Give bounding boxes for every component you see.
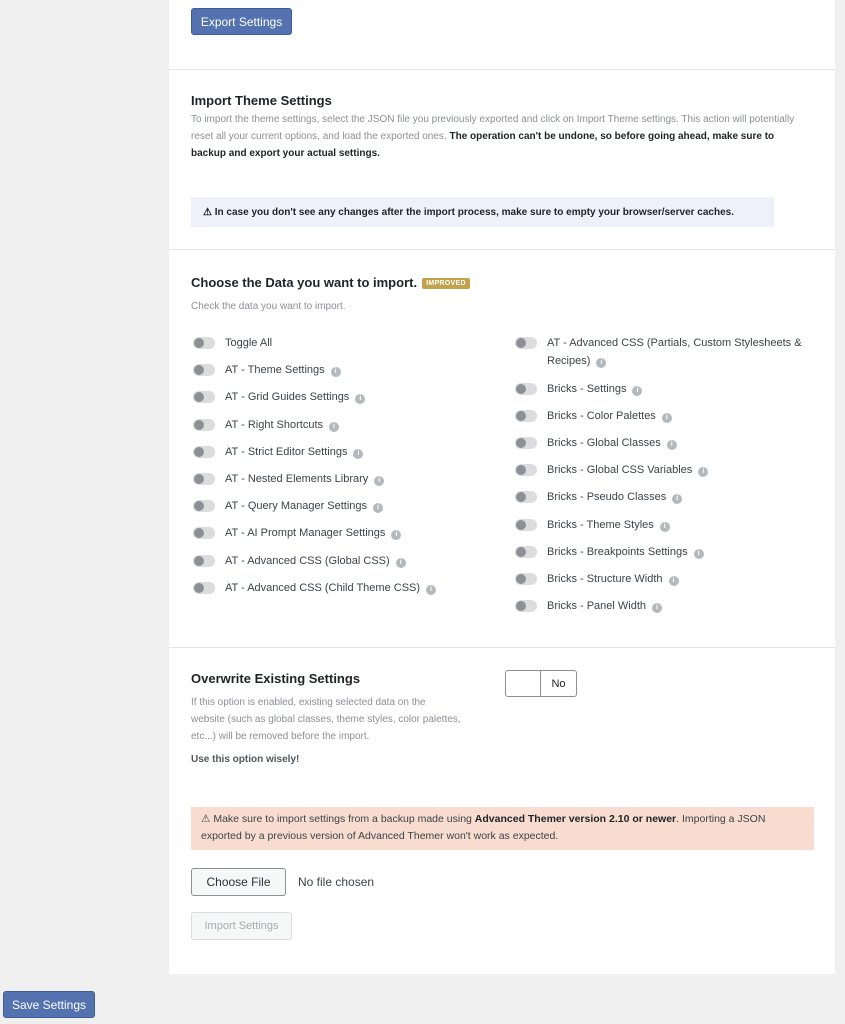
import-option-label: Bricks - Structure Width i (547, 570, 679, 588)
import-option-row (515, 380, 815, 398)
info-icon[interactable]: i (355, 394, 365, 404)
info-icon[interactable]: i (331, 367, 341, 377)
import-option-toggle[interactable] (515, 410, 537, 422)
import-option-row (515, 334, 815, 370)
switch-label: No (551, 677, 566, 690)
import-option-label: AT - AI Prompt Manager Settings i (225, 524, 401, 542)
import-option-row (193, 579, 493, 597)
import-option-toggle[interactable] (515, 491, 537, 503)
import-option-toggle[interactable] (515, 573, 537, 585)
import-option-toggle[interactable] (515, 464, 537, 476)
import-option-row (515, 570, 815, 588)
import-option-toggle[interactable] (193, 473, 215, 485)
import-option-toggle[interactable] (193, 364, 215, 376)
export-settings-button[interactable]: Export Settings (191, 8, 292, 35)
info-icon[interactable]: i (698, 467, 708, 477)
import-option-row (193, 470, 493, 488)
divider (169, 249, 835, 250)
choose-file-button[interactable]: Choose File (191, 868, 286, 896)
switch-knob (506, 671, 541, 696)
import-option-label: AT - Advanced CSS (Global CSS) i (225, 552, 406, 570)
import-option-label: Bricks - Pseudo Classes i (547, 488, 682, 506)
info-icon[interactable]: i (391, 530, 401, 540)
import-option-row (193, 334, 493, 352)
import-option-label: Bricks - Global Classes i (547, 434, 677, 452)
info-icon[interactable]: i (396, 558, 406, 568)
divider (169, 69, 835, 70)
import-option-row (515, 516, 815, 534)
overwrite-toggle-switch[interactable] (505, 670, 577, 697)
import-option-label: AT - Right Shortcuts i (225, 416, 339, 434)
overwrite-description: If this option is enabled, existing selected data on the website (such as global classes, theme styles, color palettes, etc...) will be removed before the import. (191, 697, 461, 742)
info-icon[interactable]: i (426, 585, 436, 595)
import-option-row (515, 543, 815, 561)
import-option-label: Bricks - Settings i (547, 380, 642, 398)
import-option-label: AT - Strict Editor Settings i (225, 443, 363, 461)
import-option-row (193, 552, 493, 570)
import-option-label: Bricks - Panel Width i (547, 597, 662, 615)
info-icon[interactable]: i (329, 422, 339, 432)
info-icon[interactable]: i (662, 413, 672, 423)
import-option-toggle[interactable] (193, 527, 215, 539)
choose-data-subtitle: Check the data you want to import. (191, 301, 346, 312)
info-icon[interactable]: i (374, 476, 384, 486)
info-icon[interactable]: i (660, 522, 670, 532)
warning-icon: ⚠ (201, 813, 211, 825)
import-option-toggle[interactable] (515, 600, 537, 612)
import-section-title: Import Theme Settings (191, 93, 332, 108)
import-option-label: AT - Grid Guides Settings i (225, 388, 365, 406)
divider (169, 647, 835, 648)
import-option-label: Bricks - Breakpoints Settings i (547, 543, 704, 561)
import-option-row (193, 497, 493, 515)
import-option-label: Toggle All (225, 337, 273, 349)
import-settings-button[interactable]: Import Settings (191, 912, 292, 940)
import-option-toggle[interactable] (193, 419, 215, 431)
info-icon[interactable]: i (353, 449, 363, 459)
import-option-toggle[interactable] (515, 337, 537, 349)
overwrite-title: Overwrite Existing Settings (191, 671, 361, 686)
info-icon[interactable]: i (596, 358, 606, 368)
import-option-toggle[interactable] (515, 437, 537, 449)
import-option-toggle[interactable] (515, 519, 537, 531)
info-icon[interactable]: i (652, 603, 662, 613)
import-option-row (515, 488, 815, 506)
import-option-label: Bricks - Global CSS Variables i (547, 461, 708, 479)
import-option-row (193, 361, 493, 379)
import-option-toggle[interactable] (193, 337, 215, 349)
import-option-label: Bricks - Theme Styles i (547, 516, 670, 534)
version-warning: ⚠ Make sure to import settings from a backup made using Advanced Themer version 2.10 or newer. Importing a JSON exported by a previous version of Advanced Themer won't work as expected. (191, 807, 814, 850)
improved-badge: IMPROVED (422, 278, 470, 289)
import-option-label: AT - Nested Elements Library i (225, 470, 384, 488)
info-icon[interactable]: i (669, 576, 679, 586)
import-option-toggle[interactable] (193, 446, 215, 458)
info-icon[interactable]: i (632, 386, 642, 396)
cache-notice: ⚠ In case you don't see any changes after the import process, make sure to empty your browser/server caches. (191, 197, 774, 227)
import-option-toggle[interactable] (193, 391, 215, 403)
import-option-row (515, 461, 815, 479)
import-option-row (193, 388, 493, 406)
import-option-row (193, 416, 493, 434)
import-option-row (515, 407, 815, 425)
import-option-toggle[interactable] (193, 582, 215, 594)
import-option-toggle[interactable] (515, 546, 537, 558)
import-option-label: AT - Advanced CSS (Child Theme CSS) i (225, 579, 436, 597)
import-option-row (193, 443, 493, 461)
import-option-row (193, 524, 493, 542)
import-option-toggle[interactable] (193, 555, 215, 567)
import-option-toggle[interactable] (193, 500, 215, 512)
import-option-label: AT - Theme Settings i (225, 361, 341, 379)
settings-panel (169, 0, 835, 974)
info-icon[interactable]: i (667, 440, 677, 450)
save-settings-button[interactable]: Save Settings (3, 991, 95, 1018)
import-option-label: AT - Query Manager Settings i (225, 497, 383, 515)
import-option-toggle[interactable] (515, 383, 537, 395)
import-option-label: Bricks - Color Palettes i (547, 407, 672, 425)
import-option-label: AT - Advanced CSS (Partials, Custom Stylesheets & Recipes) i (547, 337, 802, 367)
info-icon[interactable]: i (373, 503, 383, 513)
choose-data-title: Choose the Data you want to import. IMPROVED (191, 275, 470, 290)
import-section-description: To import the theme settings, select the JSON file you previously exported and click on Import Theme settings. This action will potentially reset all your current options, and load the exported ones. The operation can't be undone, so before going ahead, make sure to backup and export your actual settings. (191, 114, 795, 159)
warning-icon: ⚠ (203, 206, 212, 218)
import-option-row (515, 597, 815, 615)
info-icon[interactable]: i (672, 494, 682, 504)
overwrite-warning: Use this option wisely! (191, 754, 300, 765)
import-option-row (515, 434, 815, 452)
file-status: No file chosen (298, 875, 375, 889)
info-icon[interactable]: i (694, 549, 704, 559)
